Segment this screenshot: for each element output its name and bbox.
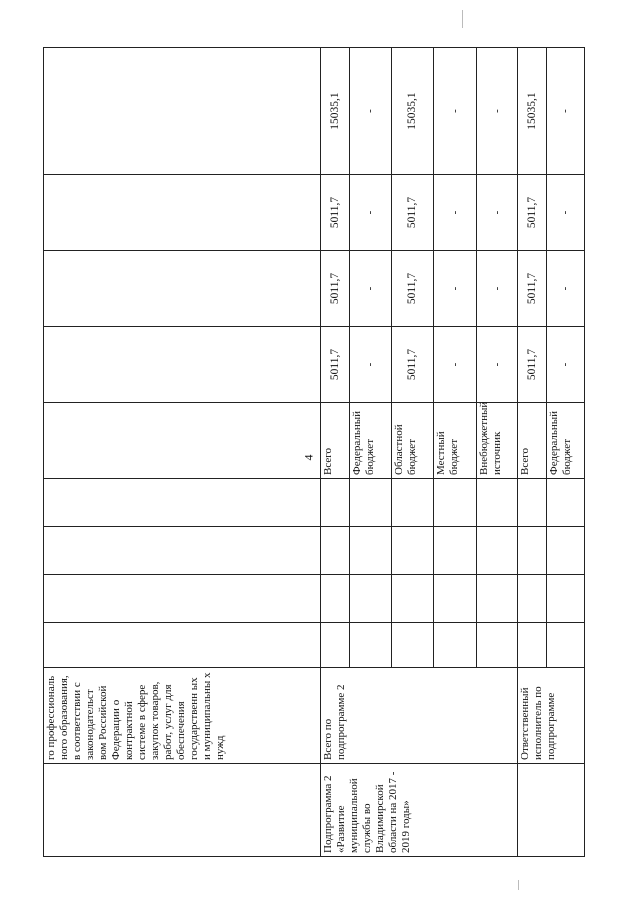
table-cell [44, 251, 321, 327]
source-cell: Областной бюджет [392, 403, 434, 479]
table-row [518, 48, 547, 857]
source-cell: Федеральный бюджет [350, 403, 392, 479]
value-cell: - [547, 175, 585, 251]
table-cell [477, 575, 518, 623]
table-cell [44, 479, 321, 527]
value-cell: 5011,7 [321, 251, 350, 327]
source-cell: Федеральный бюджет [547, 403, 585, 479]
value-cell: - [477, 327, 518, 403]
table-cell [44, 403, 321, 479]
table-cell [518, 575, 547, 623]
value-cell: 5011,7 [321, 175, 350, 251]
table-cell [518, 527, 547, 575]
page-number: 4 [301, 454, 316, 461]
table-cell [434, 479, 477, 527]
value-cell: 5011,7 [518, 251, 547, 327]
table-cell [434, 575, 477, 623]
table-cell [321, 527, 350, 575]
table-cell [44, 48, 321, 175]
subprogram-name: Подпрограмма 2 «Развитие муниципальной службы во Владимирской области на 2017 - 2019 годы» [321, 764, 518, 857]
source-cell: Всего [518, 403, 547, 479]
value-cell: - [434, 175, 477, 251]
value-cell: - [434, 251, 477, 327]
value-cell: - [477, 251, 518, 327]
table-cell [44, 575, 321, 623]
value-cell: 5011,7 [392, 251, 434, 327]
source-cell: Всего [321, 403, 350, 479]
table-cell [350, 479, 392, 527]
table-cell [434, 527, 477, 575]
value-cell: - [350, 175, 392, 251]
value-cell: 5011,7 [321, 327, 350, 403]
value-cell: 5011,7 [392, 327, 434, 403]
budget-table [43, 47, 585, 857]
source-cell: Внебюджетный источник [477, 403, 518, 479]
table-cell [518, 623, 547, 668]
table-cell [392, 623, 434, 668]
table-row [321, 48, 350, 857]
table-cell [44, 175, 321, 251]
table-cell [44, 527, 321, 575]
responsible-label: Ответственный исполнитель по подпрограмме [518, 668, 585, 764]
table-cell [547, 623, 585, 668]
table-cell [547, 479, 585, 527]
table-cell [547, 575, 585, 623]
value-cell: 5011,7 [518, 175, 547, 251]
value-cell: 5011,7 [518, 327, 547, 403]
table-cell [44, 764, 321, 857]
source-cell: Местный бюджет [434, 403, 477, 479]
value-cell: - [350, 327, 392, 403]
value-cell: - [477, 175, 518, 251]
value-cell: 5011,7 [392, 175, 434, 251]
total-cell: 15035,1 [518, 48, 547, 175]
value-cell: - [350, 251, 392, 327]
table-cell [477, 623, 518, 668]
table-cell [44, 327, 321, 403]
table-cell [392, 479, 434, 527]
table-cell [392, 575, 434, 623]
table-cell [350, 623, 392, 668]
value-cell: - [434, 327, 477, 403]
table-cell [350, 527, 392, 575]
total-cell: - [434, 48, 477, 175]
table-row [44, 48, 321, 857]
table-cell [321, 575, 350, 623]
total-cell: - [350, 48, 392, 175]
table-cell [392, 527, 434, 575]
total-cell: - [547, 48, 585, 175]
table-cell [434, 623, 477, 668]
budget-table-rotated [43, 48, 584, 857]
total-cell: 15035,1 [321, 48, 350, 175]
table-cell [518, 479, 547, 527]
table-cell [518, 764, 585, 857]
table-cell [547, 527, 585, 575]
table-cell [350, 575, 392, 623]
value-cell: - [547, 327, 585, 403]
total-cell: - [477, 48, 518, 175]
table-cell [477, 527, 518, 575]
total-cell: 15035,1 [392, 48, 434, 175]
table-cell: го профессиональ ного образования, в соответствии с законодательст вом Российской Федерации о контрактной системе в сфере закупок товаров, работ, услуг для обеспечения государственн ых и муниципальны х нужд [44, 668, 321, 764]
table-cell [44, 623, 321, 668]
table-cell [321, 623, 350, 668]
subprogram-total-label: Всего по подпрограмме 2 [321, 668, 518, 764]
table-cell [321, 479, 350, 527]
table-cell [477, 479, 518, 527]
scan-mark [518, 880, 519, 890]
value-cell: - [547, 251, 585, 327]
scan-mark [462, 10, 463, 28]
